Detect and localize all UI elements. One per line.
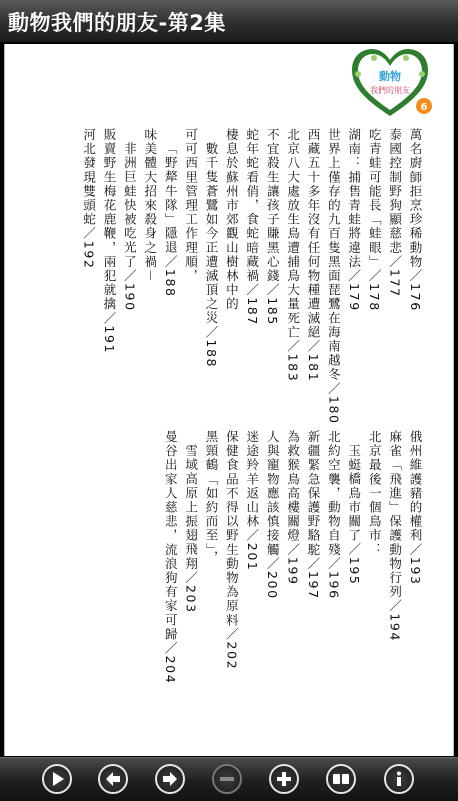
toc-entry: 北京八大處放生鳥遭捕鳥大量死亡／183 bbox=[285, 128, 301, 383]
toc-entry: 黑頸鶴「如約而至」， bbox=[204, 430, 219, 565]
series-logo bbox=[344, 44, 436, 120]
play-icon bbox=[44, 766, 70, 792]
page-layout-button[interactable] bbox=[326, 764, 356, 794]
toc-entry: 吃青蛙可能長「蛙眼」／178 bbox=[367, 128, 383, 312]
toc-entry: 「野犛牛隊」隱退／188 bbox=[163, 142, 179, 298]
double-page-icon bbox=[328, 766, 354, 792]
toc-entry: 俄州維護豬的權利／193 bbox=[408, 430, 423, 586]
toc-entry: 蛇年蛇看俏，食蛇暗藏禍／187 bbox=[244, 128, 260, 326]
toc-entry: 世界上僅存的九百隻黑面琵鷺在海南越冬／180 bbox=[326, 128, 342, 425]
volume-badge: 6 bbox=[420, 102, 428, 113]
toc-entry: 玉蜓橋鳥市關了／195 bbox=[346, 444, 362, 586]
toc-entry: 曼谷出家人慈悲，流浪狗有家可歸／204 bbox=[163, 430, 179, 685]
zoom-out-button[interactable] bbox=[212, 764, 242, 794]
title-bar bbox=[0, 0, 458, 43]
page-left-border bbox=[4, 44, 5, 756]
toc-entry: 西藏五十多年沒有任何物種遭滅絕／181 bbox=[306, 128, 321, 383]
page-right-border bbox=[453, 44, 454, 756]
toc-entry: 可可西里管理工作理順， bbox=[183, 128, 199, 284]
toc-entry: 雪域高原上振翅飛翔／203 bbox=[183, 444, 199, 614]
bottom-toolbar bbox=[0, 757, 458, 801]
toc-entry: 不宜殺生讓孩子賺黑心錢／185 bbox=[265, 128, 281, 326]
toc-entry: 迷途羚羊返山林／201 bbox=[244, 430, 260, 572]
toc-entry: 棲息於蘇州市郊觀山樹林中的 bbox=[224, 128, 240, 312]
toc-entry: 販賣野生梅花鹿鞭，兩犯就擒／191 bbox=[102, 128, 117, 355]
zoom-in-button[interactable] bbox=[269, 764, 299, 794]
play-button[interactable] bbox=[42, 764, 72, 794]
toc-entry: 泰國控制野狗顯慈悲／177 bbox=[387, 128, 403, 298]
logo-subtitle: 我們的朋友 bbox=[370, 86, 410, 95]
previous-page-button[interactable] bbox=[98, 764, 128, 794]
toc-entry: 味美體大招來殺身之禍－ bbox=[142, 128, 158, 284]
toc-entry: 人與寵物應該慎接觸／200 bbox=[265, 430, 281, 600]
book-page bbox=[4, 44, 454, 756]
toc-entry: 北約空襲，動物自殘／196 bbox=[326, 430, 342, 600]
toc-entry: 新疆緊急保護野駱駝／197 bbox=[306, 430, 321, 600]
minus-icon bbox=[214, 766, 240, 792]
toc-entry: 麻雀「飛進」保護動物行列／194 bbox=[387, 430, 403, 642]
info-button[interactable] bbox=[384, 764, 414, 794]
info-icon bbox=[386, 766, 412, 792]
toc-entry: 數千隻蒼鷺如今正遭滅頂之災／188 bbox=[204, 142, 219, 369]
logo-title: 動物 bbox=[379, 70, 401, 83]
next-page-button[interactable] bbox=[155, 764, 185, 794]
toc-entry: 河北發現雙頭蛇／192 bbox=[81, 128, 97, 270]
toc-entry: 萬名廚師拒烹珍稀動物／176 bbox=[408, 128, 423, 312]
arrow-left-icon bbox=[100, 766, 126, 792]
toc-entry: 保健食品不得以野生動物為原料／202 bbox=[224, 430, 240, 671]
page-title: 動物我們的朋友-第2集 bbox=[8, 11, 226, 35]
arrow-right-icon bbox=[157, 766, 183, 792]
toc-entry: 為救猴鳥高樓關燈／199 bbox=[285, 430, 301, 586]
plus-icon bbox=[271, 766, 297, 792]
toc-entry: 湖南：捕售青蛙將違法／179 bbox=[346, 128, 362, 312]
toc-entry: 北京最後一個鳥市： bbox=[367, 430, 383, 557]
toc-entry: 非洲巨蛙快被吃光了／190 bbox=[122, 142, 138, 312]
